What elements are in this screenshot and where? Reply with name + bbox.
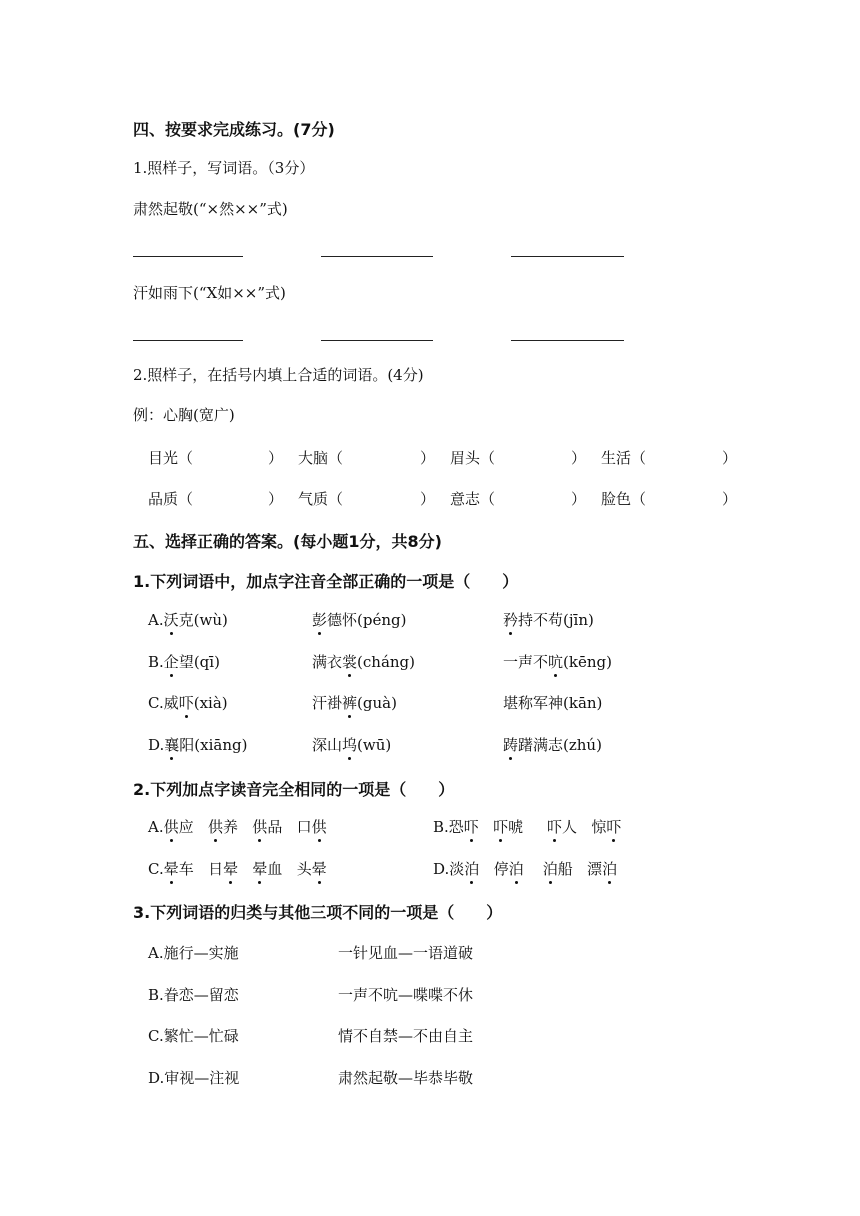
fill-item-close: ） xyxy=(420,490,436,508)
fill-item-label: 眉头（ xyxy=(450,449,496,467)
q2-title: 2.照样子，在括号内填上合适的词语。(4分) xyxy=(133,366,424,384)
option-d-item-1: D.襄阳(xiāng) xyxy=(148,736,248,754)
option-d-left: D.审视—注视 xyxy=(148,1069,240,1087)
s5-q2-title: 2.下列加点字读音完全相同的一项是（ ） xyxy=(133,780,455,799)
answer-blank[interactable] xyxy=(133,256,243,257)
fill-item-close: ） xyxy=(722,449,738,467)
fill-item-label: 气质（ xyxy=(298,490,344,508)
option-b: B.恐吓 吓唬 吓人 惊吓 xyxy=(433,818,622,836)
option-c-item-2: 汗褂裤(guà) xyxy=(312,694,397,712)
option-a-item-3: 矜持不苟(jīn) xyxy=(503,611,594,629)
example: 例：心胸(宽广) xyxy=(133,406,235,424)
fill-item-label: 目光（ xyxy=(148,449,194,467)
option-b-item-1: B.企望(qī) xyxy=(148,653,220,671)
pattern-1: 肃然起敬(“×然××”式) xyxy=(133,200,288,218)
section-5-title: 五、选择正确的答案。(每小题1分，共8分) xyxy=(133,532,442,551)
answer-blank[interactable] xyxy=(511,256,624,257)
fill-item-label: 品质（ xyxy=(148,490,194,508)
answer-blank[interactable] xyxy=(321,340,433,341)
fill-item-label: 意志（ xyxy=(450,490,496,508)
fill-item-label: 大脑（ xyxy=(298,449,344,467)
option-c-item-3: 堪称军神(kān) xyxy=(503,694,603,712)
option-b-right: 一声不吭—喋喋不休 xyxy=(338,986,474,1004)
s5-q1-title: 1.下列词语中，加点字注音全部正确的一项是（ ） xyxy=(133,572,519,591)
option-a-item-1: A.沃克(wù) xyxy=(148,611,228,629)
q1-title: 1.照样子，写词语。（3分） xyxy=(133,159,315,177)
option-d-item-3: 踌躇满志(zhú) xyxy=(503,736,602,754)
answer-blank[interactable] xyxy=(511,340,624,341)
option-b-left: B.眷恋—留恋 xyxy=(148,986,239,1004)
option-d: D.淡泊 停泊 泊船 漂泊 xyxy=(433,860,618,878)
fill-item-label: 脸色（ xyxy=(601,490,647,508)
fill-item-label: 生活（ xyxy=(601,449,647,467)
option-a-item-2: 彭德怀(péng) xyxy=(312,611,407,629)
fill-item-close: ） xyxy=(268,490,284,508)
fill-item-close: ） xyxy=(268,449,284,467)
fill-item-close: ） xyxy=(722,490,738,508)
option-a-right: 一针见血—一语道破 xyxy=(338,944,474,962)
option-c-right: 情不自禁—不由自主 xyxy=(338,1027,474,1045)
option-d-right: 肃然起敬—毕恭毕敬 xyxy=(338,1069,474,1087)
option-a-left: A.施行—实施 xyxy=(148,944,239,962)
option-c-item-1: C.威吓(xià) xyxy=(148,694,228,712)
option-c-left: C.繁忙—忙碌 xyxy=(148,1027,239,1045)
option-b-item-2: 满衣裳(cháng) xyxy=(312,653,416,671)
option-b-item-3: 一声不吭(kēng) xyxy=(503,653,612,671)
fill-item-close: ） xyxy=(571,449,587,467)
answer-blank[interactable] xyxy=(321,256,433,257)
fill-item-close: ） xyxy=(420,449,436,467)
section-4-title: 四、按要求完成练习。(7分) xyxy=(133,120,335,139)
answer-blank[interactable] xyxy=(133,340,243,341)
pattern-2: 汗如雨下(“X如××”式) xyxy=(133,284,286,302)
option-a: A.供应 供养 供品 口供 xyxy=(148,818,327,836)
option-c: C.晕车 日晕 晕血 头晕 xyxy=(148,860,327,878)
fill-item-close: ） xyxy=(571,490,587,508)
option-d-item-2: 深山坞(wū) xyxy=(312,736,392,754)
s5-q3-title: 3.下列词语的归类与其他三项不同的一项是（ ） xyxy=(133,903,503,922)
